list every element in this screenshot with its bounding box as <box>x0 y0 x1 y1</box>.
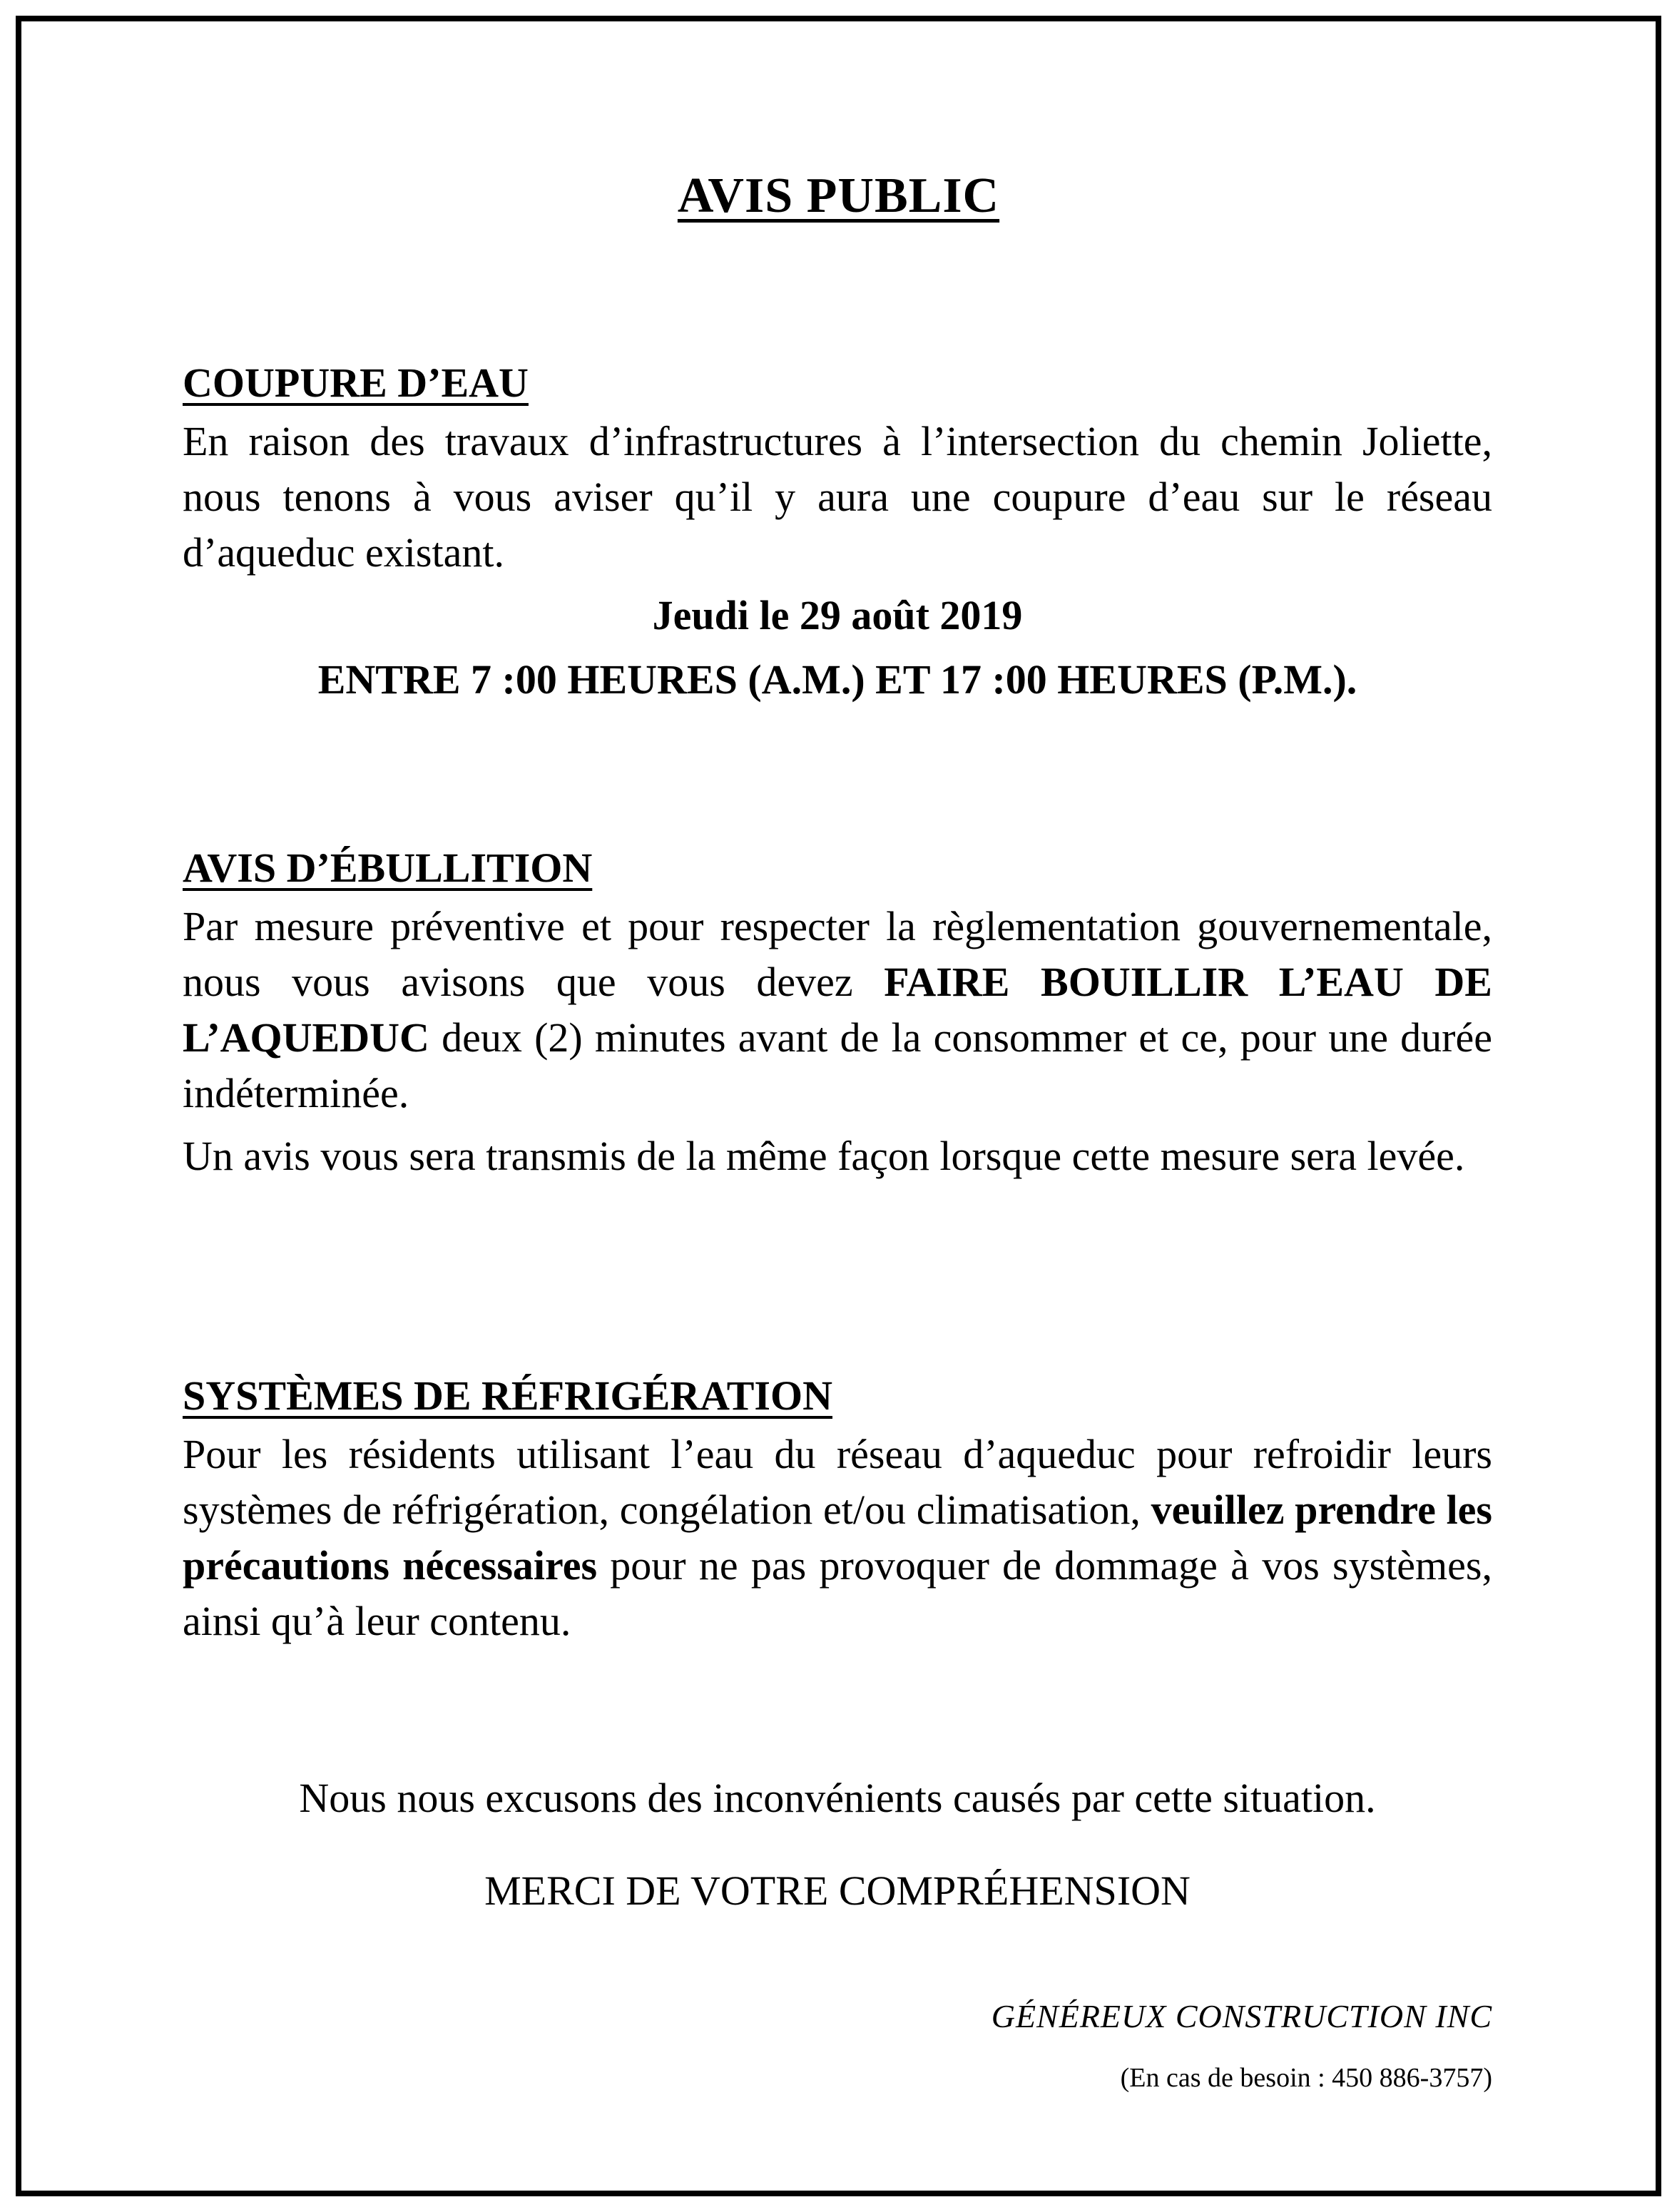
company-name: GÉNÉREUX CONSTRUCTION INC <box>991 1998 1492 2034</box>
section-boil-notice <box>183 840 1492 1184</box>
refrigeration-text-after: pour ne pas provoquer de dommage à vos systèmes, ainsi qu’à leur contenu. <box>183 1542 1492 1644</box>
boil-text-after: deux (2) minutes avant de la consommer et ce, pour une durée indéterminée. <box>183 1014 1492 1116</box>
notice-title: AVIS PUBLIC <box>677 168 1000 223</box>
cut-date: Jeudi le 29 août 2019 <box>652 592 1023 638</box>
boil-text-bold: FAIRE BOUILLIR L’EAU DE L’AQUEDUC <box>183 959 1492 1061</box>
section-refrigeration <box>183 1368 1492 1649</box>
section-heading-boil: AVIS D’ÉBULLITION <box>183 845 593 891</box>
cut-time: ENTRE 7 :00 HEURES (A.M.) ET 17 :00 HEURES (P.M.). <box>317 656 1357 703</box>
signature-block <box>183 1997 1492 2094</box>
section-body-refrigeration <box>183 1427 1492 1649</box>
section-body-boil <box>183 899 1492 1121</box>
thanks-text: MERCI DE VOTRE COMPRÉHENSION <box>484 1867 1191 1914</box>
section-heading-water-cut: COUPURE D’EAU <box>183 360 529 406</box>
refrigeration-text-before: Pour les résidents utilisant l’eau du réseau d’aqueduc pour refroidir leurs systèmes de réfrigération, congélation et/ou climatisation, <box>183 1431 1492 1533</box>
boil-text-before: Par mesure préventive et pour respecter la règlementation gouvernementale, nous vous avisons que vous devez <box>183 903 1492 1005</box>
section-water-cut <box>183 355 1492 708</box>
refrigeration-text-bold: veuillez prendre les précautions nécessaires <box>183 1487 1492 1589</box>
section-body-boil-followup: Un avis vous sera transmis de la même façon lorsque cette mesure sera levée. <box>183 1133 1465 1179</box>
section-body-water-cut: En raison des travaux d’infrastructures à l’intersection du chemin Joliette, nous tenons à vous aviser qu’il y aura une coupure d’eau sur le réseau d’aqueduc existant. <box>183 418 1492 576</box>
contact-phone: (En cas de besoin : 450 886-3757) <box>1120 2063 1492 2093</box>
closing <box>183 1770 1492 1919</box>
section-heading-refrigeration: SYSTÈMES DE RÉFRIGÉRATION <box>183 1372 833 1419</box>
apology-text: Nous nous excusons des inconvénients causés par cette situation. <box>299 1775 1376 1821</box>
